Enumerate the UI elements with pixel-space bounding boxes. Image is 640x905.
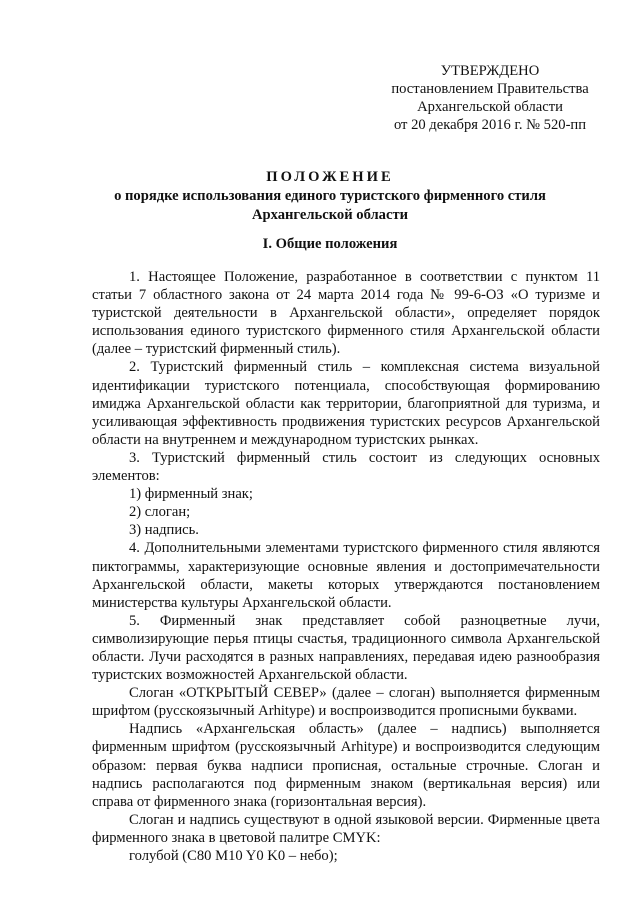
list-item: 2) слоган; — [129, 504, 191, 521]
paragraph: Надпись «Архангельская область» (далее – надпись) выполняется фирменным шрифтом (русскоязычный Arhitype) и воспроизводится следующим образом: первая буква надписи прописная, остальные строчные. Слоган и надпись располагаются под фирменным знаком (вертикальная версия) или справа от фирменного знака (горизонтальная версия). — [92, 721, 600, 810]
approval-stamp — [380, 62, 600, 134]
document-body — [92, 268, 600, 865]
section-heading: I. Общие положения — [262, 236, 398, 252]
approval-heading: УТВЕРЖДЕНО — [440, 63, 540, 79]
paragraph: 5. Фирменный знак представляет собой разноцветные лучи, символизирующие перья птицы счастья, традиционного символа Архангельской области. Лучи расходятся в разных направлениях, передавая идею разнообразия туристских возможностей Архангельской области. — [92, 612, 600, 684]
approval-line: постановлением Правительства — [391, 81, 589, 97]
list-item: 3) надпись. — [129, 522, 199, 539]
approval-line: Архангельской области — [417, 99, 563, 115]
paragraph: Слоган и надпись существуют в одной языковой версии. Фирменные цвета фирменного знака в цветовой палитре CMYK: — [92, 811, 600, 846]
list-item: 1) фирменный знак; — [129, 486, 253, 503]
paragraph: 4. Дополнительными элементами туристского фирменного стиля являются пиктограммы, характеризующие основные явления и достопримечательности Архангельской области, макеты которых утверждаются постановлением министерства культуры Архангельской области. — [92, 540, 600, 611]
title-subtitle: о порядке использования единого туристского фирменного стиля — [114, 188, 546, 204]
paragraph: 2. Туристский фирменный стиль – комплексная система визуальной идентификации туристского потенциала, способствующая формированию имиджа Архангельской области как территории, благоприятной для туризма, и усиливающая эффективность продвижения туристских ресурсов Архангельской области на внутреннем и международном туристских рынках. — [92, 359, 600, 448]
approval-line: от 20 декабря 2016 г. № 520-пп — [393, 117, 587, 133]
paragraph: 3. Туристский фирменный стиль состоит из следующих основных элементов: — [92, 449, 600, 485]
paragraph: Слоган «ОТКРЫТЫЙ СЕВЕР» (далее – слоган) выполняется фирменным шрифтом (русскоязычный Arhitype) и воспроизводится прописными буквами. — [92, 685, 600, 720]
document-title — [60, 168, 600, 225]
paragraph: 1. Настоящее Положение, разработанное в соответствии с пунктом 11 статьи 7 областного закона от 24 марта 2014 года № 99-6-ОЗ «О туризме и туристской деятельности в Архангельской области», определяет порядок использования единого туристского фирменного стиля Архангельской области (далее – туристский фирменный стиль). — [92, 269, 600, 358]
title-main: ПОЛОЖЕНИЕ — [266, 169, 394, 185]
title-subtitle: Архангельской области — [251, 207, 409, 223]
paragraph: голубой (C80 M10 Y0 K0 – небо); — [129, 848, 338, 864]
